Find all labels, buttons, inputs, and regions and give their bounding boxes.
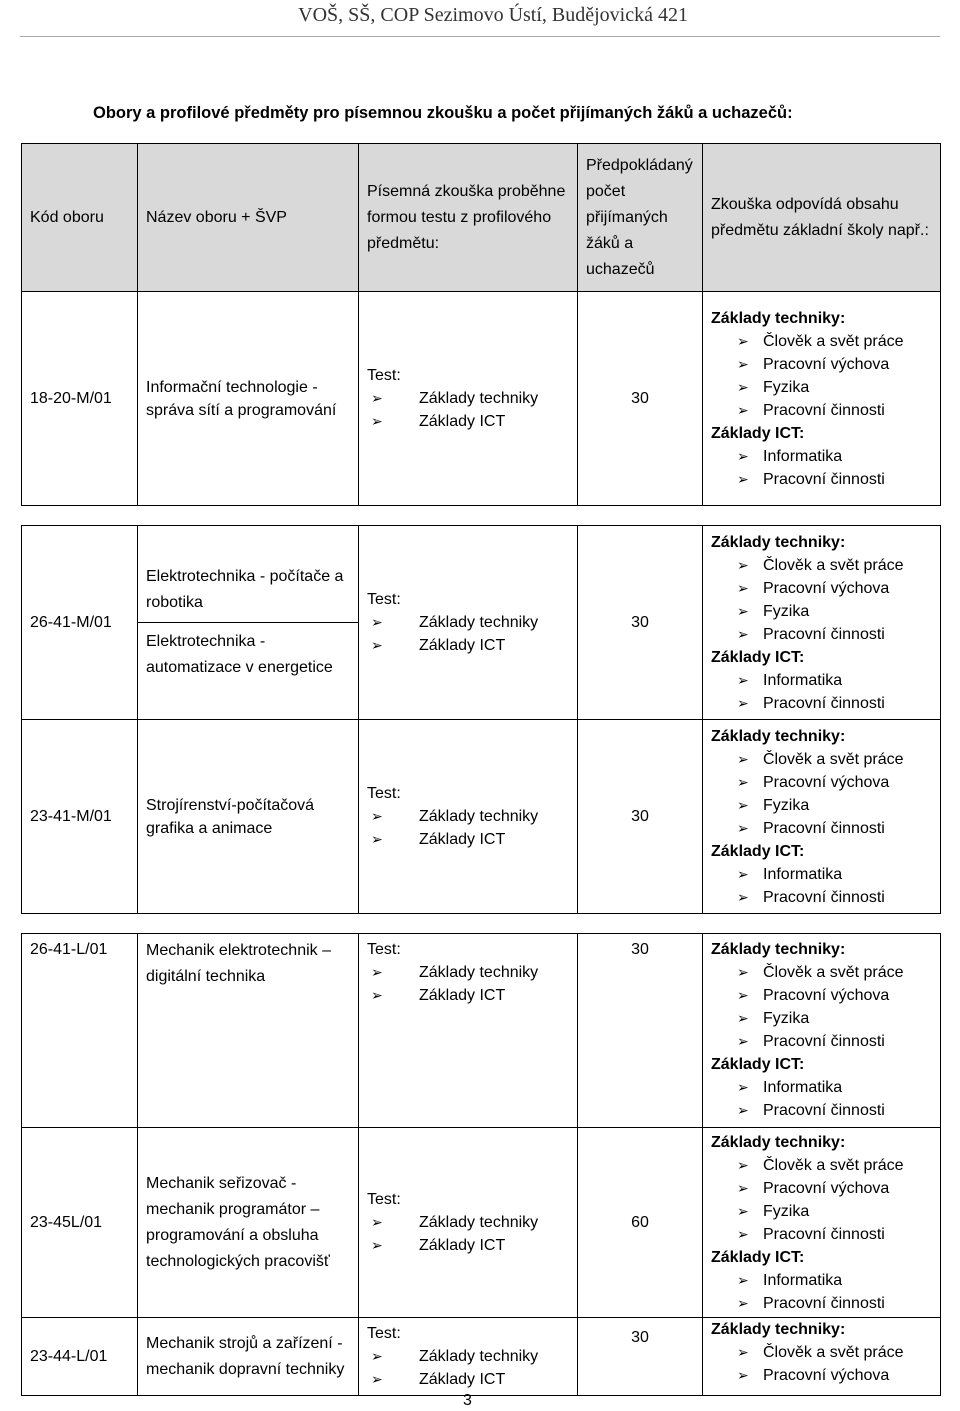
test-label: Test: bbox=[367, 941, 401, 958]
row-exam bbox=[359, 1128, 578, 1318]
row-spacer bbox=[22, 914, 941, 934]
test-label: Test: bbox=[367, 785, 401, 802]
row-exam bbox=[359, 1318, 578, 1396]
row-name: Mechanik seřizovač - mechanik programátor – programování a obsluha technologických pracovišť bbox=[138, 1128, 359, 1318]
exam-item-tech: ➢ Základy techniky bbox=[367, 1345, 569, 1368]
content-item: ➢ Fyzika bbox=[737, 1007, 932, 1030]
col-header-content: Zkouška odpovídá obsahu předmětu základní školy např.: bbox=[703, 144, 941, 292]
row-content bbox=[703, 526, 941, 720]
content-item: ➢ Člověk a svět práce bbox=[737, 330, 932, 353]
content-heading-tech: Základy techniky: bbox=[711, 727, 846, 745]
content-item: ➢ Pracovní činnosti bbox=[737, 399, 932, 422]
row-content bbox=[703, 292, 941, 506]
test-label: Test: bbox=[367, 1325, 401, 1342]
row-count: 30 bbox=[578, 934, 703, 1128]
content-item: ➢ Člověk a svět práce bbox=[737, 1154, 932, 1177]
content-heading-tech: Základy techniky: bbox=[711, 1321, 846, 1338]
row-name: Strojírenství-počítačová grafika a animace bbox=[138, 720, 359, 914]
row-name bbox=[138, 526, 359, 720]
content-item: ➢ Pracovní činnosti bbox=[737, 1292, 932, 1315]
row-content bbox=[703, 1318, 941, 1396]
exam-item-ict: ➢ Základy ICT bbox=[367, 634, 569, 657]
content-heading-ict: Základy ICT: bbox=[711, 424, 805, 442]
content-heading-tech: Základy techniky: bbox=[711, 941, 846, 958]
content-item: ➢ Člověk a svět práce bbox=[737, 748, 932, 771]
content-item: ➢ Pracovní činnosti bbox=[737, 817, 932, 840]
row-code: 18-20-M/01 bbox=[22, 292, 138, 506]
content-item: ➢ Informatika bbox=[737, 445, 932, 468]
content-item: ➢ Informatika bbox=[737, 1269, 932, 1292]
content-heading-ict: Základy ICT: bbox=[711, 1248, 805, 1266]
page-number: 3 bbox=[463, 1392, 472, 1409]
row-code: 23-41-M/01 bbox=[22, 720, 138, 914]
content-heading-tech: Základy techniky: bbox=[711, 1133, 846, 1151]
row-count: 30 bbox=[578, 292, 703, 506]
admissions-table bbox=[21, 143, 941, 1396]
col-header-name: Název oboru + ŠVP bbox=[138, 144, 359, 292]
exam-item-ict: ➢ Základy ICT bbox=[367, 984, 569, 1007]
col-header-exam: Písemná zkouška proběhne formou testu z profilového předmětu: bbox=[359, 144, 578, 292]
content-item: ➢ Fyzika bbox=[737, 376, 932, 399]
school-name: VOŠ, SŠ, COP Sezimovo Ústí, Budějovická 421 bbox=[298, 4, 688, 26]
content-item: ➢ Informatika bbox=[737, 863, 932, 886]
exam-item-ict: ➢ Základy ICT bbox=[367, 410, 569, 433]
content-heading-ict: Základy ICT: bbox=[711, 1056, 805, 1073]
content-item: ➢ Pracovní činnosti bbox=[737, 468, 932, 491]
row-code: 26-41-M/01 bbox=[22, 526, 138, 720]
content-item: ➢ Pracovní výchova bbox=[737, 577, 932, 600]
content-item: ➢ Pracovní výchova bbox=[737, 353, 932, 376]
content-item: ➢ Člověk a svět práce bbox=[737, 554, 932, 577]
row-count: 30 bbox=[578, 720, 703, 914]
test-label: Test: bbox=[367, 367, 401, 384]
row-count: 30 bbox=[578, 526, 703, 720]
content-item: ➢ Pracovní činnosti bbox=[737, 1030, 932, 1053]
row-name: Mechanik strojů a zařízení - mechanik dopravní techniky bbox=[138, 1318, 359, 1396]
table-row bbox=[22, 934, 941, 1128]
content-item: ➢ Pracovní činnosti bbox=[737, 692, 932, 715]
table-row bbox=[22, 720, 941, 914]
table-row bbox=[22, 526, 941, 720]
content-item: ➢ Pracovní činnosti bbox=[737, 1223, 932, 1246]
content-item: ➢ Pracovní činnosti bbox=[737, 886, 932, 909]
exam-item-tech: ➢ Základy techniky bbox=[367, 387, 569, 410]
content-heading-ict: Základy ICT: bbox=[711, 648, 805, 666]
row-name: Informační technologie - správa sítí a programování bbox=[138, 292, 359, 506]
row-exam bbox=[359, 292, 578, 506]
content-item: ➢ Fyzika bbox=[737, 1200, 932, 1223]
row-content bbox=[703, 1128, 941, 1318]
exam-item-ict: ➢ Základy ICT bbox=[367, 1368, 569, 1391]
row-name-a: Elektrotechnika - počítače a robotika bbox=[146, 568, 344, 611]
content-item: ➢ Pracovní činnosti bbox=[737, 623, 932, 646]
row-count: 30 bbox=[578, 1318, 703, 1396]
content-item: ➢ Člověk a svět práce bbox=[737, 961, 932, 984]
col-header-code: Kód oboru bbox=[22, 144, 138, 292]
document-header bbox=[0, 4, 960, 32]
content-item: ➢ Informatika bbox=[737, 1076, 932, 1099]
content-item: ➢ Pracovní výchova bbox=[737, 1177, 932, 1200]
row-exam bbox=[359, 526, 578, 720]
row-exam bbox=[359, 720, 578, 914]
content-item: ➢ Pracovní činnosti bbox=[737, 1099, 932, 1122]
content-item: ➢ Člověk a svět práce bbox=[737, 1341, 932, 1364]
row-count: 60 bbox=[578, 1128, 703, 1318]
table-row bbox=[22, 1318, 941, 1396]
content-heading-ict: Základy ICT: bbox=[711, 842, 805, 860]
content-item: ➢ Fyzika bbox=[737, 600, 932, 623]
content-item: ➢ Pracovní výchova bbox=[737, 771, 932, 794]
exam-item-tech: ➢ Základy techniky bbox=[367, 611, 569, 634]
row-spacer bbox=[22, 506, 941, 526]
content-item: ➢ Fyzika bbox=[737, 794, 932, 817]
content-heading-tech: Základy techniky: bbox=[711, 309, 846, 327]
row-exam bbox=[359, 934, 578, 1128]
content-item: ➢ Informatika bbox=[737, 669, 932, 692]
content-item: ➢ Pracovní výchova bbox=[737, 1364, 932, 1387]
document-title: Obory a profilové předměty pro písemnou zkoušku a počet přijímaných žáků a uchazečů: bbox=[93, 104, 793, 122]
table-header-row bbox=[22, 144, 941, 292]
row-content bbox=[703, 720, 941, 914]
exam-item-ict: ➢ Základy ICT bbox=[367, 828, 569, 851]
test-label: Test: bbox=[367, 591, 401, 608]
col-header-count: Předpokládaný počet přijímaných žáků a uchazečů bbox=[578, 144, 703, 292]
row-name: Mechanik elektrotechnik – digitální technika bbox=[138, 934, 359, 1128]
content-item: ➢ Pracovní výchova bbox=[737, 984, 932, 1007]
exam-item-tech: ➢ Základy techniky bbox=[367, 1211, 569, 1234]
table-row bbox=[22, 292, 941, 506]
exam-item-ict: ➢ Základy ICT bbox=[367, 1234, 569, 1257]
row-content bbox=[703, 934, 941, 1128]
row-code: 26-41-L/01 bbox=[22, 934, 138, 1128]
exam-item-tech: ➢ Základy techniky bbox=[367, 961, 569, 984]
row-name-b: Elektrotechnika - automatizace v energetice bbox=[138, 622, 358, 687]
test-label: Test: bbox=[367, 1191, 401, 1208]
table-row bbox=[22, 1128, 941, 1318]
header-rule bbox=[20, 36, 940, 37]
exam-item-tech: ➢ Základy techniky bbox=[367, 805, 569, 828]
row-code: 23-44-L/01 bbox=[22, 1318, 138, 1396]
row-code: 23-45L/01 bbox=[22, 1128, 138, 1318]
content-heading-tech: Základy techniky: bbox=[711, 533, 846, 551]
